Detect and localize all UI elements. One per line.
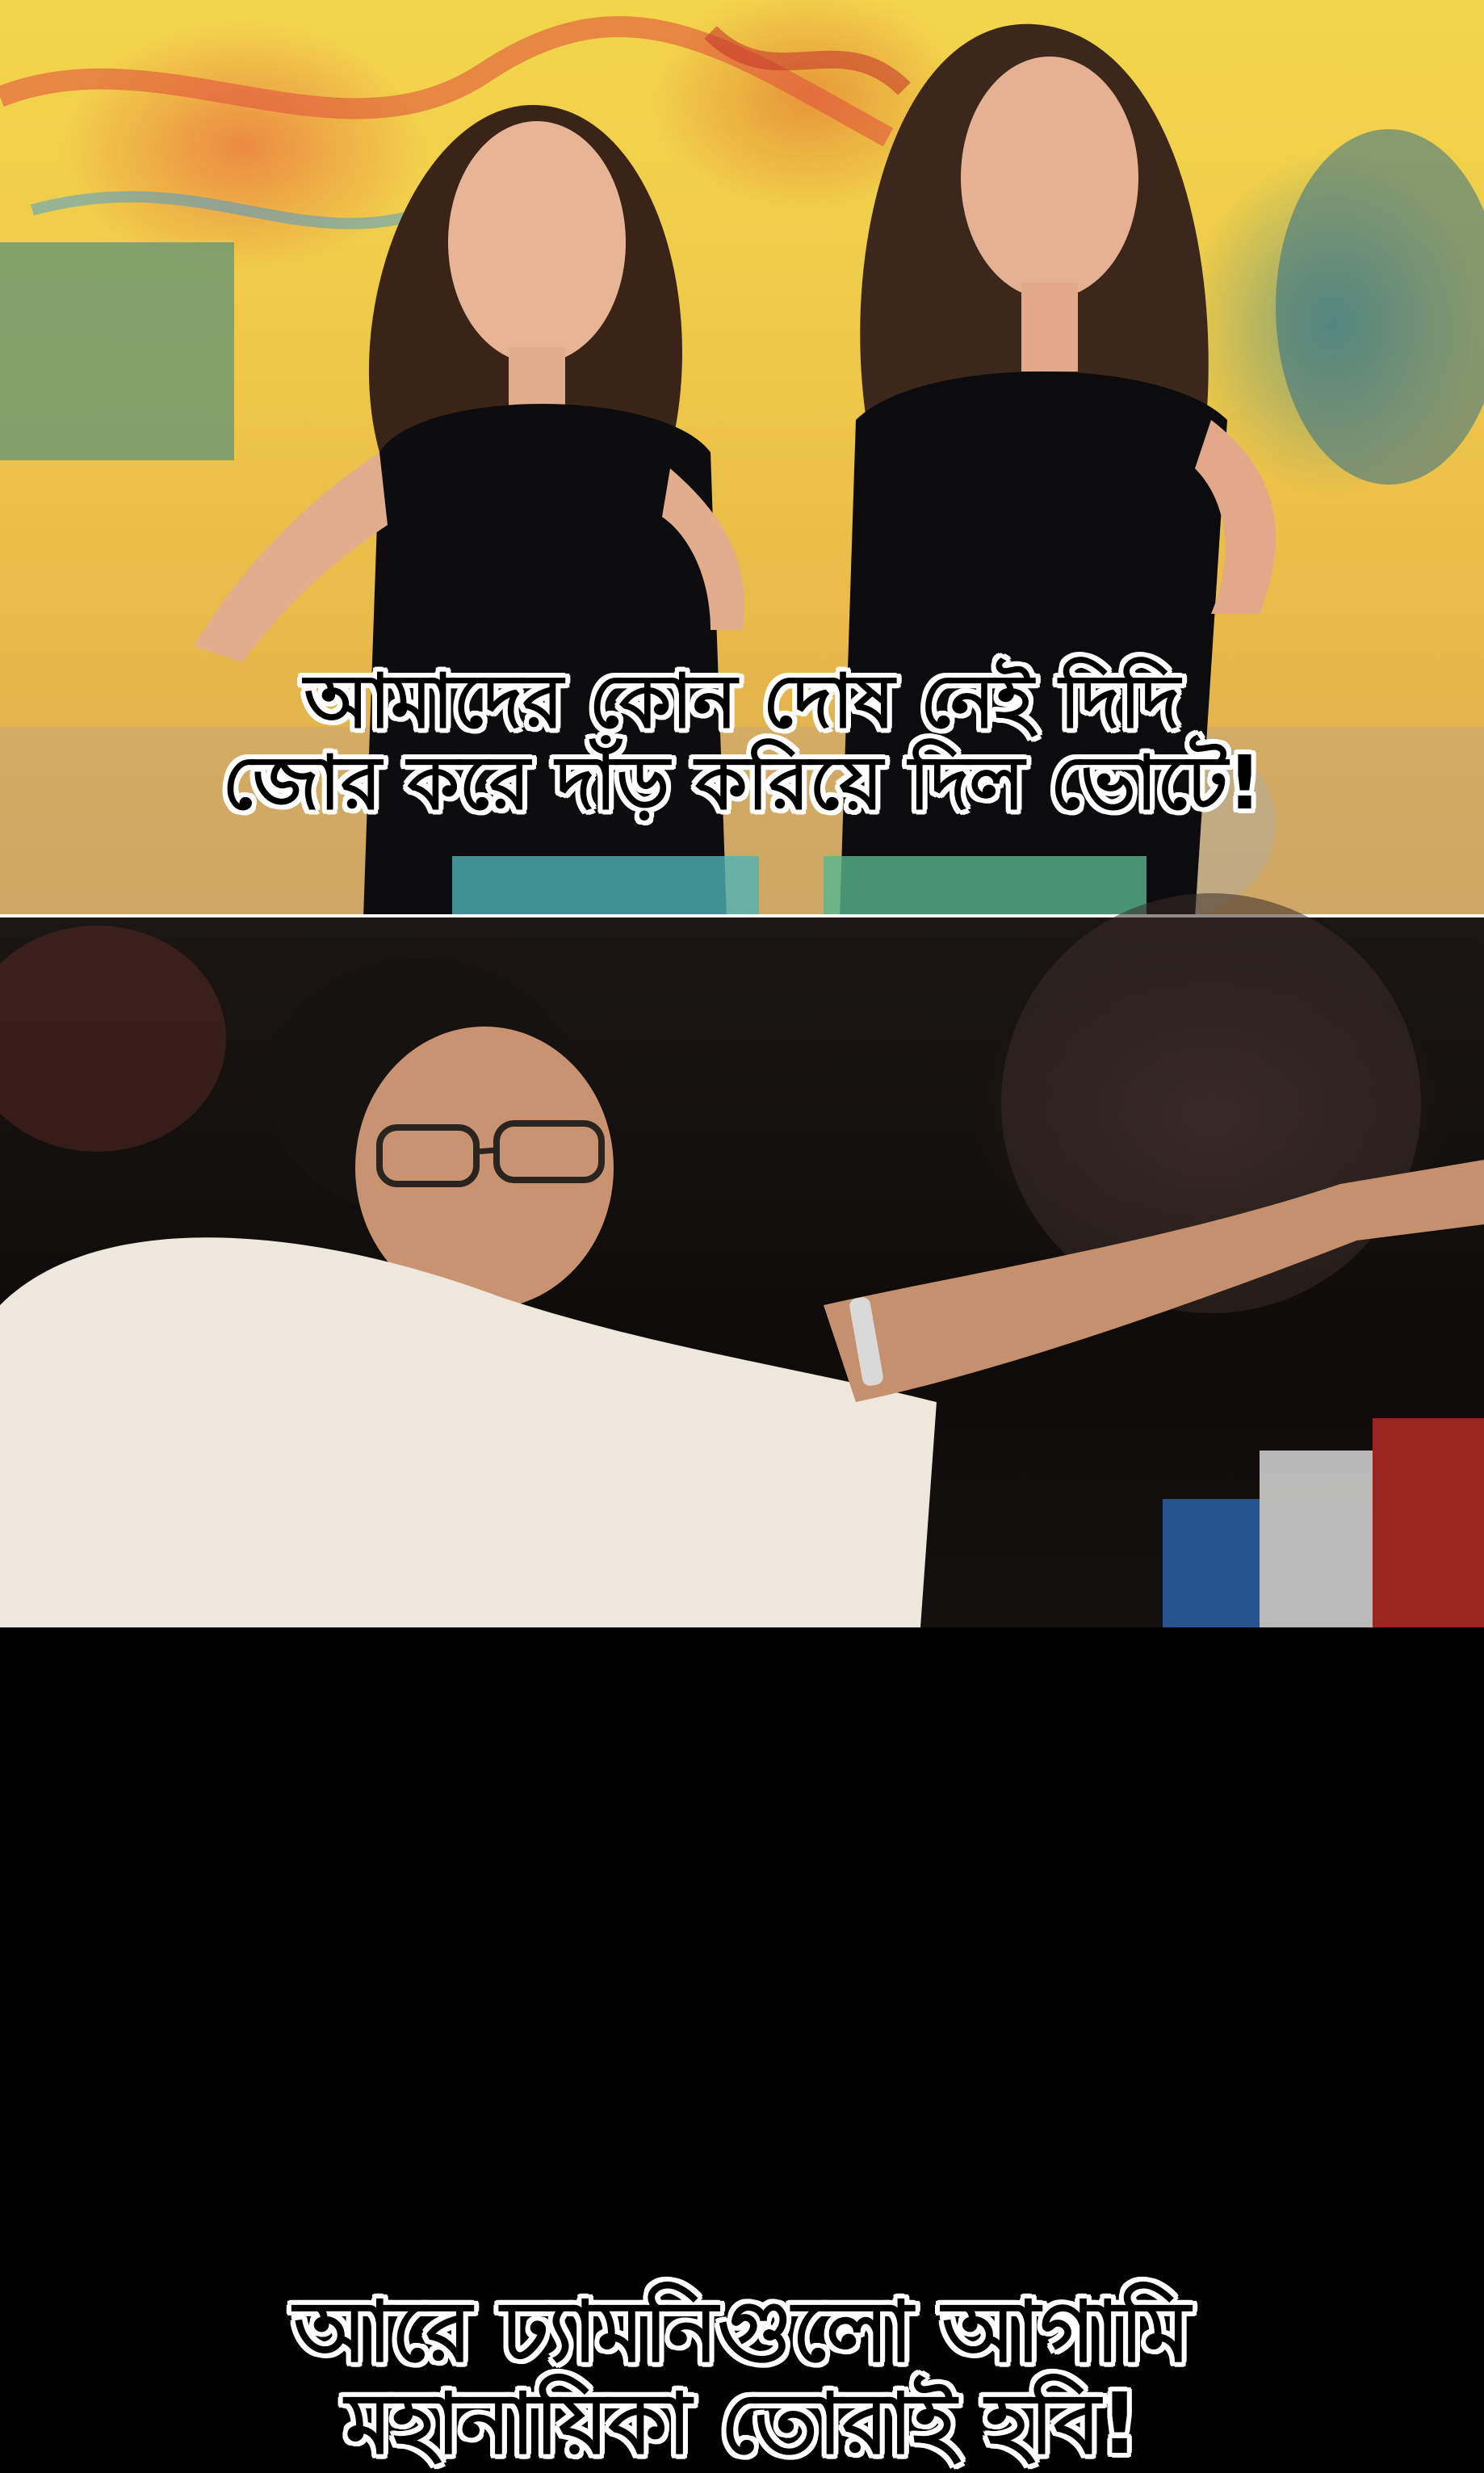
top-panel	[0, 0, 1484, 917]
pointing-woman-photo	[0, 917, 1484, 1627]
bottom-caption	[0, 2282, 1484, 2473]
bottom-caption-line-1: আরে ঢ্যামনিগুলো আগামি	[293, 2282, 1191, 2381]
top-caption	[0, 658, 1484, 827]
bottom-panel	[0, 917, 1484, 2473]
top-caption-line-2: জোর করে দাঁড় করিয়ে দিল ভোটে!	[222, 740, 1262, 827]
top-caption-line-1: আমাদের কোন দোষ নেই দিদি	[304, 658, 1180, 745]
bottom-caption-line-2: মহানায়িকা তোরাই হবি!	[345, 2374, 1139, 2473]
